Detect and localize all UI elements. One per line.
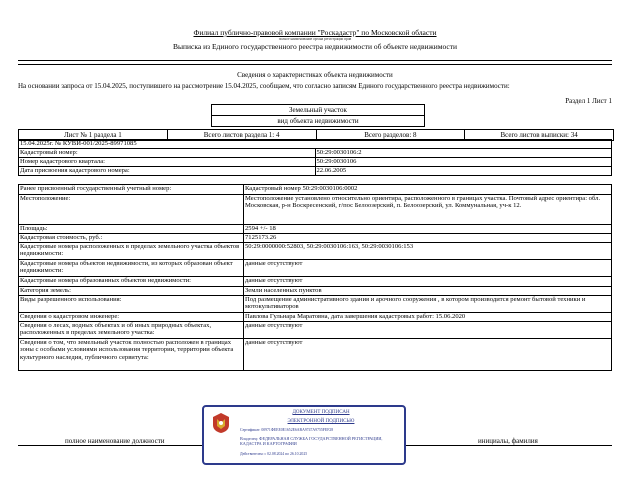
section-title: Сведения о характеристиках объекта недвижимости <box>237 71 393 79</box>
table-row <box>19 243 612 260</box>
section-page-label: Раздел 1 Лист 1 <box>565 97 612 105</box>
table-row <box>19 313 612 322</box>
stamp-validity: Действителен: с 02.08.2024 по 26.10.2025 <box>240 452 308 456</box>
table-row <box>19 158 612 167</box>
section-count: Всего разделов: 8 <box>317 130 466 140</box>
table-row <box>19 195 612 225</box>
table-row <box>19 225 612 234</box>
row-value: данные отсутствуют <box>244 277 612 287</box>
row-label: Площадь: <box>19 225 244 234</box>
org-caption: полное наименование органа регистрации прав <box>278 37 352 41</box>
row-label: Кадастровые номера объектов недвижимости, из которых образован объект недвижимости: <box>19 260 244 277</box>
extract-title: Выписка из Единого государственного реестра недвижимости об объекте недвижимости <box>172 42 458 51</box>
row-value: 50:29:0030106 <box>315 158 612 167</box>
row-value: 7125173.26 <box>244 234 612 243</box>
row-value: 2594 +/- 18 <box>244 225 612 234</box>
row-label: Категория земель: <box>19 287 244 296</box>
row-label: Кадастровый номер: <box>19 149 316 158</box>
name-line <box>404 445 612 446</box>
row-value: 50:29:0030106:2 <box>315 149 612 158</box>
row-label: Кадастровые номера образованных объектов недвижимости: <box>19 277 244 287</box>
table-row <box>19 234 612 243</box>
row-value: данные отсутствуют <box>244 260 612 277</box>
section-sheet-count: Всего листов раздела 1: 4 <box>168 130 317 140</box>
row-value: Земли населенных пунктов <box>244 287 612 296</box>
stamp-certificate: Сертификат: 00971ФЕЕЕ0Е1652E6ABA9747A9755FEF28 <box>240 428 334 432</box>
header-divider <box>18 60 612 61</box>
row-label: Сведения о кадастровом инженере: <box>19 313 244 322</box>
table-row <box>19 339 612 371</box>
row-label: Номер кадастрового квартала: <box>19 158 316 167</box>
sheet-number: Лист № 1 раздела 1 <box>19 130 168 140</box>
table-row <box>19 277 612 287</box>
characteristics-table <box>18 184 612 371</box>
row-value: данные отсутствуют <box>244 322 612 339</box>
coat-of-arms-icon <box>210 411 232 435</box>
object-kind-box <box>211 104 425 127</box>
table-row <box>19 287 612 296</box>
extract-sheet-count: Всего листов выписки: 34 <box>500 131 578 139</box>
extract-date-number: 15.04.2025г. № КУВИ-001/2025-89971085 <box>19 140 612 149</box>
row-label: Местоположение: <box>19 195 244 225</box>
table-row <box>19 322 612 339</box>
row-label: Кадастровые номера расположенных в пределах земельного участка объектов недвижимости: <box>19 243 244 260</box>
table-row <box>19 296 612 313</box>
object-kind-caption: вид объекта недвижимости <box>277 117 359 125</box>
header-divider-2 <box>18 64 612 65</box>
table-row <box>19 140 612 149</box>
row-value: данные отсутствуют <box>244 339 612 371</box>
row-value: Местоположение установлено относительно ориентира, расположенного в границах участка. Почтовый адрес ориентира: обл. Московская, р-н Воскресенский, г/пос Белоозерский, п. Белоозерский, ул. Коммунальная, уч-к 12. <box>244 195 612 225</box>
row-label: Сведения о лесах, водных объектах и об иных природных объектах, расположенных в пределах земельного участка: <box>19 322 244 339</box>
row-value: Кадастровый номер 50:29:0030106:0002 <box>244 185 612 195</box>
org-name: Филиал публично-правовой компании "Роскадастр" по Московской области <box>193 28 437 37</box>
stamp-line-2: ЭЛЕКТРОННОЙ ПОДПИСЬЮ <box>287 419 355 424</box>
position-label: полное наименование должности <box>65 437 165 445</box>
row-value: 22.06.2005 <box>315 167 612 176</box>
position-line <box>18 445 202 446</box>
row-value: Под размещение административного здания и арочного сооружения , в котором производится ремонт бытовой техники и мотокультиваторов <box>244 296 612 313</box>
row-label: Кадастровая стоимость, руб.: <box>19 234 244 243</box>
basis-text: На основании запроса от 15.04.2025, поступившего на рассмотрение 15.04.2025, сообщаем, что согласно записям Единого государственного реестра недвижимости: <box>18 82 510 90</box>
stamp-owner: Владелец: ФЕДЕРАЛЬНАЯ СЛУЖБА ГОСУДАРСТВЕННОЙ РЕГИСТРАЦИИ, КАДАСТРА И КАРТОГРАФИИ <box>240 436 383 447</box>
object-kind-value: Земельный участок <box>212 105 424 116</box>
table-row <box>19 167 612 176</box>
cadastral-id-table <box>18 139 612 176</box>
row-label: Виды разрешенного использования: <box>19 296 244 313</box>
table-row <box>19 185 612 195</box>
signature-stamp <box>202 405 406 465</box>
stamp-line-1: ДОКУМЕНТ ПОДПИСАН <box>292 410 350 415</box>
row-label: Сведения о том, что земельный участок полностью расположен в границах зоны с особыми условиями использования территории, территории объекта культурного наследия, публичного сервитута: <box>19 339 244 371</box>
row-label: Ранее присвоенный государственный учетный номер: <box>19 185 244 195</box>
table-row <box>19 260 612 277</box>
row-value: 50:29:0000000:52803, 50:29:0030106:163, 50:29:0030106:153 <box>244 243 612 260</box>
row-label: Дата присвоения кадастрового номера: <box>19 167 316 176</box>
table-row <box>19 149 612 158</box>
row-value: Павлова Гульнара Маратовна, дата завершения кадастровых работ: 15.06.2020 <box>244 313 612 322</box>
name-label: инициалы, фамилия <box>478 437 538 445</box>
